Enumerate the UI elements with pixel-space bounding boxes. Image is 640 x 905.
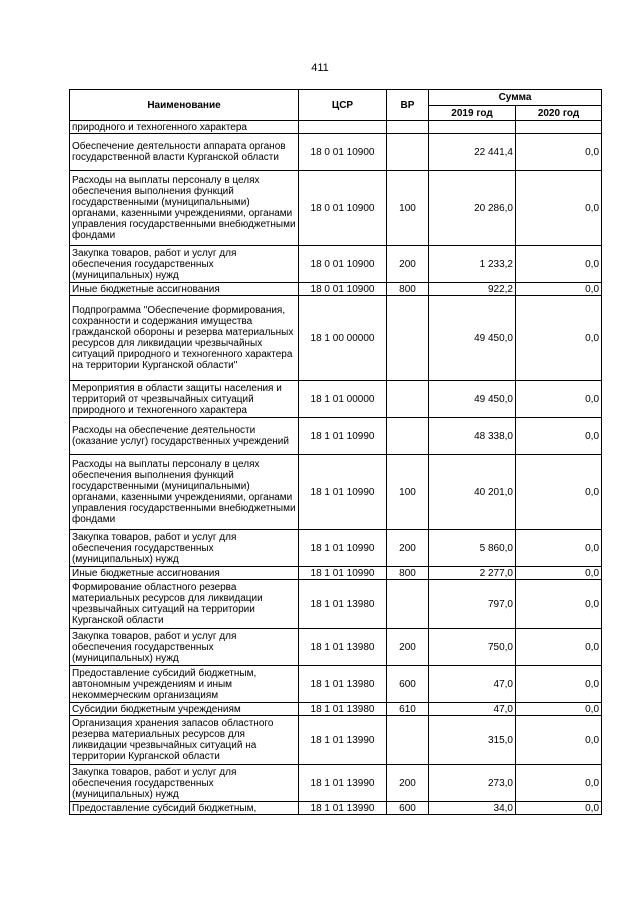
header-sum: Сумма (429, 90, 602, 106)
table-row (70, 296, 602, 381)
row-2020: 0,0 (516, 703, 602, 716)
table-row (70, 171, 602, 246)
table-row (70, 567, 602, 580)
table-row (70, 765, 602, 802)
header-year-2019: 2019 год (429, 106, 516, 121)
row-2020: 0,0 (516, 455, 602, 530)
table-row (70, 802, 602, 815)
table-row (70, 580, 602, 629)
row-name: Организация хранения запасов областного резерва материальных ресурсов для ликвидации чрезвычайных ситуаций на территории Курганской области (70, 716, 299, 765)
row-csr: 18 1 01 13980 (299, 666, 387, 703)
row-csr: 18 0 01 10900 (299, 246, 387, 283)
row-csr: 18 1 01 00000 (299, 381, 387, 418)
row-2019 (429, 121, 516, 134)
table-row (70, 703, 602, 716)
row-name: природного и техногенного характера (70, 121, 299, 134)
row-2020: 0,0 (516, 802, 602, 815)
row-name: Формирование областного резерва материальных ресурсов для ликвидации чрезвычайных ситуаций на территории Курганской области (70, 580, 299, 629)
row-vr (387, 381, 429, 418)
row-csr: 18 1 01 13980 (299, 580, 387, 629)
row-vr: 200 (387, 246, 429, 283)
row-vr: 200 (387, 765, 429, 802)
table-body (70, 121, 602, 815)
table-row (70, 418, 602, 455)
row-2019: 47,0 (429, 703, 516, 716)
row-vr: 600 (387, 666, 429, 703)
header-csr: ЦСР (299, 90, 387, 121)
row-2019: 1 233,2 (429, 246, 516, 283)
row-2019: 40 201,0 (429, 455, 516, 530)
row-name: Закупка товаров, работ и услуг для обеспечения государственных (муниципальных) нужд (70, 765, 299, 802)
row-csr: 18 1 01 13990 (299, 716, 387, 765)
row-name: Мероприятия в области защиты населения и территорий от чрезвычайных ситуаций природного и техногенного характера (70, 381, 299, 418)
row-csr: 18 1 01 13980 (299, 629, 387, 666)
row-2020: 0,0 (516, 296, 602, 381)
row-name: Иные бюджетные ассигнования (70, 283, 299, 296)
row-vr (387, 418, 429, 455)
row-2019: 49 450,0 (429, 296, 516, 381)
row-2019: 34,0 (429, 802, 516, 815)
row-2019: 2 277,0 (429, 567, 516, 580)
row-vr: 600 (387, 802, 429, 815)
row-2019: 315,0 (429, 716, 516, 765)
row-vr: 800 (387, 283, 429, 296)
page-number: 411 (311, 62, 329, 74)
row-2019: 49 450,0 (429, 381, 516, 418)
row-2020: 0,0 (516, 171, 602, 246)
row-name: Расходы на выплаты персоналу в целях обеспечения выполнения функций государственными (муниципальными) органами, казенными учреждениями, органами управления государственными внебюджетными фондами (70, 455, 299, 530)
row-name: Подпрограмма "Обеспечение формирования, сохранности и содержания имущества гражданской обороны и резерва материальных ресурсов для ликвидации чрезвычайных ситуаций природного и техногенного характера на территории Курганской области" (70, 296, 299, 381)
table-row (70, 283, 602, 296)
row-vr: 800 (387, 567, 429, 580)
row-name: Расходы на обеспечение деятельности (оказание услуг) государственных учреждений (70, 418, 299, 455)
row-2019: 47,0 (429, 666, 516, 703)
row-2020: 0,0 (516, 134, 602, 171)
row-vr: 100 (387, 455, 429, 530)
row-name: Предоставление субсидий бюджетным, автономным учреждениям и иным некоммерческим организациям (70, 666, 299, 703)
table-row (70, 530, 602, 567)
row-2019: 922,2 (429, 283, 516, 296)
row-vr (387, 134, 429, 171)
row-vr: 200 (387, 530, 429, 567)
row-2020: 0,0 (516, 580, 602, 629)
row-vr (387, 296, 429, 381)
row-csr (299, 121, 387, 134)
row-vr: 200 (387, 629, 429, 666)
row-vr: 610 (387, 703, 429, 716)
row-csr: 18 1 00 00000 (299, 296, 387, 381)
row-2019: 797,0 (429, 580, 516, 629)
row-2020: 0,0 (516, 666, 602, 703)
table-row (70, 121, 602, 134)
table-row (70, 381, 602, 418)
row-2020: 0,0 (516, 765, 602, 802)
row-vr: 100 (387, 171, 429, 246)
row-2020: 0,0 (516, 381, 602, 418)
row-2019: 5 860,0 (429, 530, 516, 567)
table-row (70, 629, 602, 666)
table-row (70, 246, 602, 283)
row-name: Закупка товаров, работ и услуг для обеспечения государственных (муниципальных) нужд (70, 530, 299, 567)
row-2020: 0,0 (516, 629, 602, 666)
row-2020: 0,0 (516, 283, 602, 296)
row-2019: 273,0 (429, 765, 516, 802)
row-csr: 18 1 01 10990 (299, 418, 387, 455)
header-year-2020: 2020 год (516, 106, 602, 121)
row-csr: 18 1 01 10990 (299, 455, 387, 530)
row-name: Расходы на выплаты персоналу в целях обеспечения выполнения функций государственными (муниципальными) органами, казенными учреждениями, органами управления государственными внебюджетными фондами (70, 171, 299, 246)
row-2019: 750,0 (429, 629, 516, 666)
row-csr: 18 1 01 13980 (299, 703, 387, 716)
row-name: Иные бюджетные ассигнования (70, 567, 299, 580)
row-name: Закупка товаров, работ и услуг для обеспечения государственных (муниципальных) нужд (70, 246, 299, 283)
row-vr (387, 580, 429, 629)
table-row (70, 716, 602, 765)
row-csr: 18 1 01 13990 (299, 765, 387, 802)
row-2020: 0,0 (516, 567, 602, 580)
row-2020: 0,0 (516, 418, 602, 455)
row-name: Закупка товаров, работ и услуг для обеспечения государственных (муниципальных) нужд (70, 629, 299, 666)
table-row (70, 455, 602, 530)
table-header (70, 90, 602, 121)
row-2020 (516, 121, 602, 134)
row-name: Предоставление субсидий бюджетным, (70, 802, 299, 815)
row-2020: 0,0 (516, 246, 602, 283)
row-csr: 18 1 01 10990 (299, 530, 387, 567)
row-csr: 18 1 01 10990 (299, 567, 387, 580)
row-2019: 22 441,4 (429, 134, 516, 171)
row-csr: 18 0 01 10900 (299, 134, 387, 171)
row-name: Обеспечение деятельности аппарата органов государственной власти Курганской области (70, 134, 299, 171)
row-csr: 18 0 01 10900 (299, 283, 387, 296)
row-csr: 18 1 01 13990 (299, 802, 387, 815)
row-2019: 48 338,0 (429, 418, 516, 455)
table-row (70, 666, 602, 703)
row-2020: 0,0 (516, 530, 602, 567)
row-2020: 0,0 (516, 716, 602, 765)
row-name: Субсидии бюджетным учреждениям (70, 703, 299, 716)
row-vr (387, 121, 429, 134)
header-name: Наименование (70, 90, 299, 121)
table-row (70, 134, 602, 171)
row-csr: 18 0 01 10900 (299, 171, 387, 246)
header-vr: ВР (387, 90, 429, 121)
row-vr (387, 716, 429, 765)
budget-table (69, 89, 602, 815)
row-2019: 20 286,0 (429, 171, 516, 246)
